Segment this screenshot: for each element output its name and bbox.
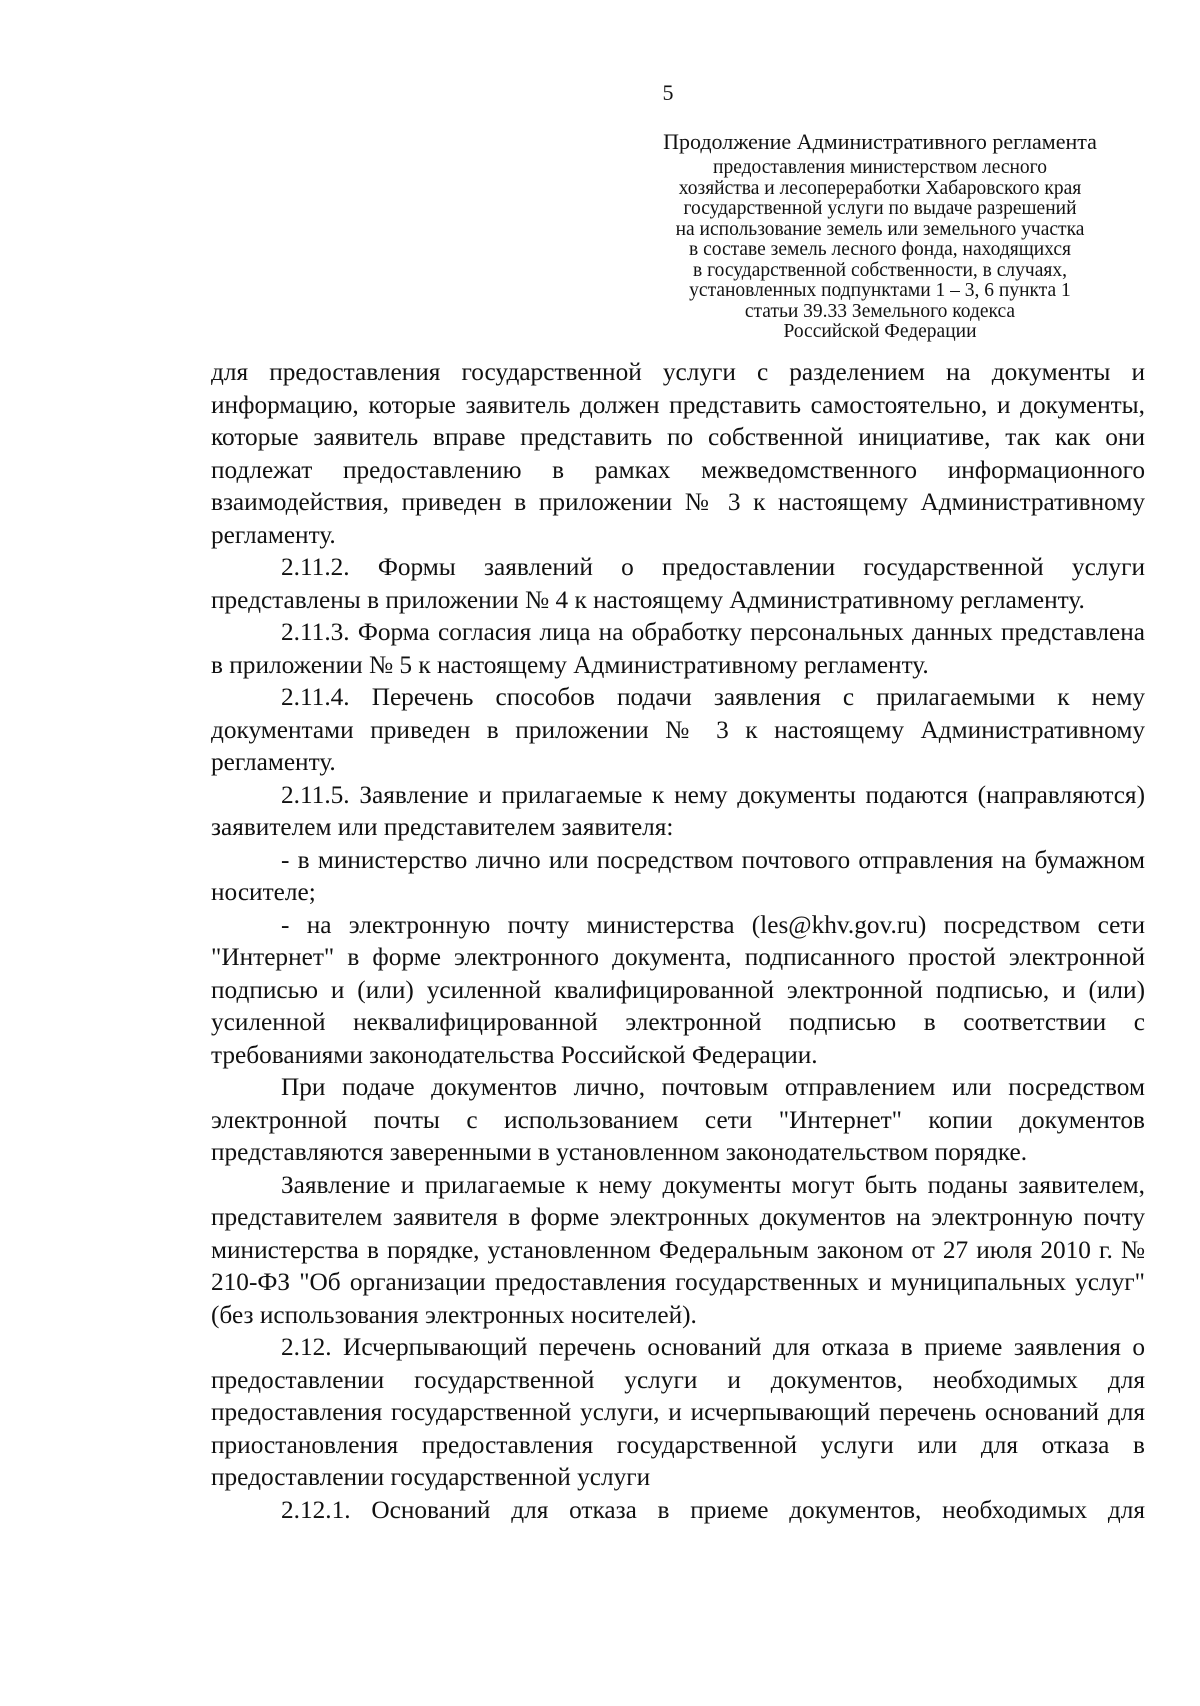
header-line: в составе земель лесного фонда, находящихся	[689, 239, 1071, 260]
list-item-email: - на электронную почту министерства (les@khv.gov.ru) посредством сети "Интернет" в форме электронного документа, подписанного простой электронной подписью и (или) усиленной квалифицированной электронной подписью, и (или) усиленной неквалифицированной электронной подписью в соответствии с требованиями законодательства Российской Федерации.	[211, 910, 1145, 1069]
paragraph-2-12-1: 2.12.1. Оснований для отказа в приеме документов, необходимых для	[281, 1495, 1145, 1524]
header-line: Российской Федерации	[783, 321, 977, 342]
paragraph-2-11-4: 2.11.4. Перечень способов подачи заявления с прилагаемыми к нему документами приведен в приложении № 3 к настоящему Административному регламенту.	[211, 683, 1145, 776]
header-line: в государственной собственности, в случаях,	[693, 259, 1067, 281]
paragraph: для предоставления государственной услуги с разделением на документы и информацию, которые заявитель должен представить самостоятельно, и документы, которые заявитель вправе представить по собственной инициативе, так как они подлежат предоставлению в рамках межведомственного информационного взаимодействия, приведен в приложении № 3 к настоящему Административному регламенту.	[211, 358, 1145, 549]
paragraph-submission-copies: При подаче документов лично, почтовым отправлением или посредством электронной почты с использованием сети "Интернет" копии документов представляются заверенными в установленном законодательством порядке.	[211, 1073, 1145, 1166]
document-body	[211, 356, 1145, 1526]
header-lines	[640, 158, 1120, 343]
header-line: на использование земель или земельного участка	[675, 218, 1085, 240]
paragraph-2-11-2: 2.11.2. Формы заявлений о предоставлении государственной услуги представлены в приложении № 4 к настоящему Административному регламенту.	[211, 553, 1145, 614]
regulation-header	[640, 128, 1120, 343]
header-line: установленных подпунктами 1 – 3, 6 пункта 1	[689, 280, 1071, 301]
list-item-ministry-in-person: - в министерство лично или посредством почтового отправления на бумажном носителе;	[211, 845, 1145, 906]
header-title: Продолжение Административного регламента	[663, 129, 1097, 154]
paragraph-2-11-3: 2.11.3. Форма согласия лица на обработку персональных данных представлена в приложении № 5 к настоящему Административному регламенту.	[211, 618, 1145, 679]
page-number: 5	[662, 80, 674, 105]
paragraph-electronic-documents: Заявление и прилагаемые к нему документы могут быть поданы заявителем, представителем заявителя в форме электронных документов на электронную почту министерства в порядке, установленном Федеральным законом от 27 июля 2010 г. № 210-ФЗ "Об организации предоставления государственных и муниципальных услуг" (без использования электронных носителей).	[211, 1170, 1145, 1329]
header-line: хозяйства и лесопереработки Хабаровского края	[678, 177, 1082, 199]
paragraph-2-12: 2.12. Исчерпывающий перечень оснований для отказа в приеме заявления о предоставлении государственной услуги и документов, необходимых для предоставления государственной услуги, и исчерпывающий перечень оснований для приостановления предоставления государственной услуги или для отказа в предоставлении государственной услуги	[211, 1333, 1145, 1491]
header-line: предоставления министерством лесного	[713, 157, 1047, 178]
header-line: статьи 39.33 Земельного кодекса	[744, 300, 1016, 322]
paragraph-2-11-5: 2.11.5. Заявление и прилагаемые к нему документы подаются (направляются) заявителем или представителем заявителя:	[211, 780, 1145, 841]
header-line: государственной услуги по выдаче разрешений	[683, 198, 1077, 219]
